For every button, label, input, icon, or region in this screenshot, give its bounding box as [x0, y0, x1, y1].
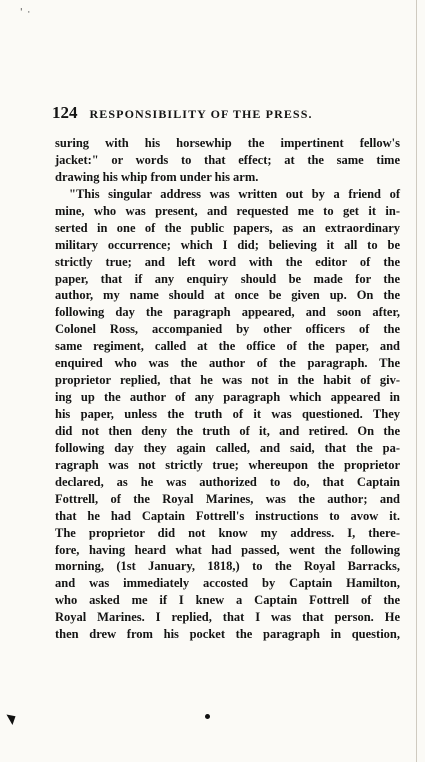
- text-line: who asked me if I knew a Captain Fottrell of the: [55, 593, 400, 608]
- text-line: mine, who was present, and requested me to get it in-: [55, 203, 400, 218]
- text-line: military occurrence; which I did; believing it all to be: [55, 237, 400, 252]
- text-line: his paper, unless the truth of it was questioned. They: [55, 407, 400, 421]
- top-margin-mark: ' ·: [20, 8, 32, 18]
- text-line: enquired who was the author of the paragraph. The: [55, 356, 400, 371]
- text-line: jacket:" or words to that effect; at the same time: [55, 152, 400, 167]
- running-title: RESPONSIBILITY OF THE PRESS.: [89, 107, 313, 121]
- text-line: drawing his whip from under his arm.: [55, 169, 259, 184]
- text-line: suring with his horsewhip the impertinent fellow's: [55, 136, 400, 150]
- text-line: The proprietor did not know my address. I, there-: [55, 525, 400, 540]
- text-line: strictly true; and left word with the editor of the: [55, 254, 400, 269]
- page-header: [52, 103, 402, 123]
- text-line: paper, that if any enquiry should be made for the: [55, 271, 400, 286]
- page-number: 124: [52, 103, 78, 122]
- text-line: author, my name should at once be given up. On the: [55, 288, 400, 303]
- text-line: serted in one of the public papers, as an extraordinary: [55, 220, 400, 235]
- page-edge-rule: [416, 0, 417, 762]
- text-line: Fottrell, of the Royal Marines, was the author; and: [55, 491, 400, 506]
- text-line: following day the paragraph appeared, and soon after,: [55, 305, 400, 320]
- text-line: did not then deny the truth of it, and retired. On the: [55, 423, 400, 438]
- text-line: ing up the author of any paragraph which appeared in: [55, 390, 400, 405]
- text-line: following day they again called, and said, that the pa-: [55, 440, 400, 455]
- bottom-center-mark: [205, 714, 210, 719]
- body-text: [55, 135, 400, 643]
- text-line: ragraph was not strictly true; whereupon the proprietor: [55, 457, 400, 472]
- bottom-margin-mark: [6, 711, 18, 725]
- text-line: then drew from his pocket the paragraph in question,: [55, 627, 400, 642]
- text-line: same regiment, called at the office of the paper, and: [55, 339, 400, 354]
- text-line: morning, (1st January, 1818,) to the Royal Barracks,: [55, 559, 400, 574]
- text-line: proprietor replied, that he was not in the habit of giv-: [55, 373, 400, 388]
- text-line: "This singular address was written out by a friend of: [69, 186, 400, 201]
- text-line: Colonel Ross, accompanied by other officers of the: [55, 322, 400, 337]
- text-line: declared, as he was authorized to do, that Captain: [55, 474, 400, 489]
- text-line: and was immediately accosted by Captain Hamilton,: [55, 576, 400, 591]
- text-line: fore, having heard what had passed, went the following: [55, 542, 400, 557]
- text-line: Royal Marines. I replied, that I was that person. He: [55, 610, 400, 625]
- text-line: that he had Captain Fottrell's instructions to avow it.: [55, 508, 400, 523]
